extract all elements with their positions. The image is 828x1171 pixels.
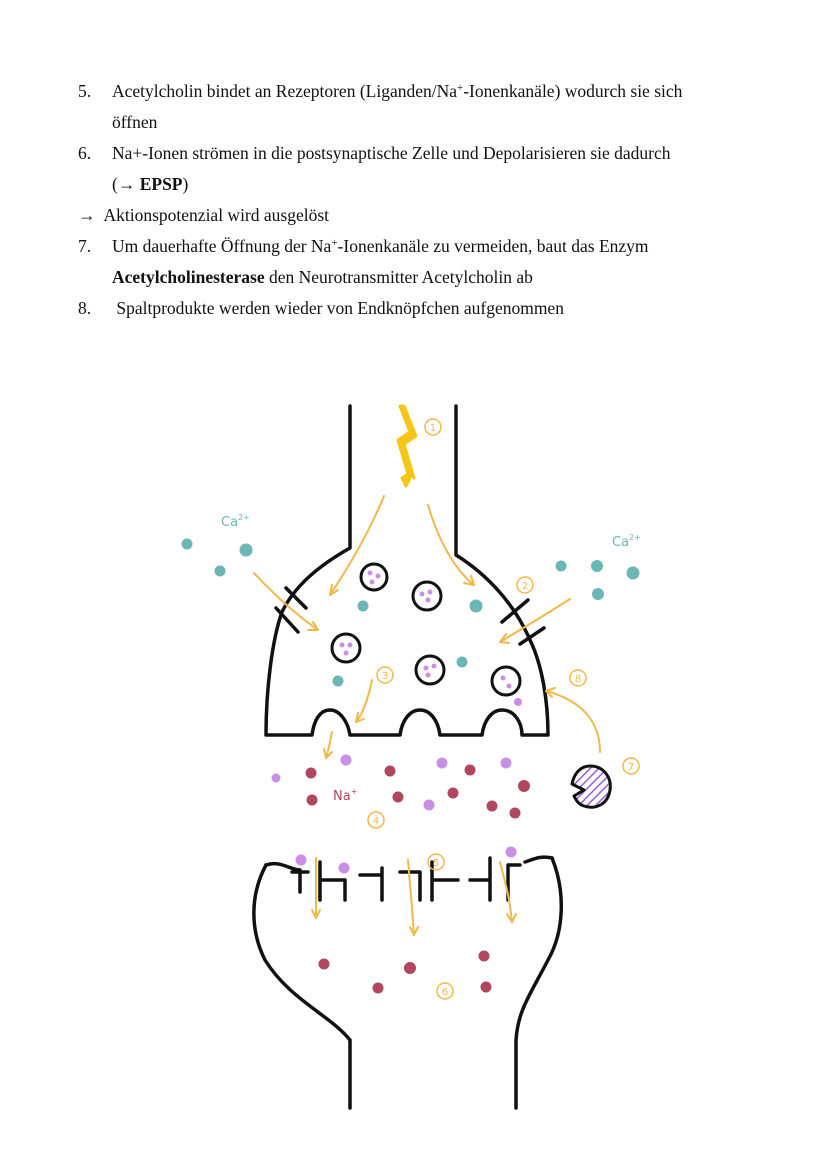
step-text: (→ (112, 174, 140, 194)
svg-text:Ca2+ (612, 533, 641, 550)
ca-sup-right: 2+ (629, 533, 641, 542)
step-number: 5. (78, 81, 92, 101)
superscript: + (457, 82, 464, 94)
na-label: Na (333, 789, 351, 804)
step-number: 6. (78, 143, 92, 163)
svg-text:Na+ (333, 787, 357, 804)
marker-4: 4 (372, 816, 380, 827)
marker-6: 6 (441, 987, 449, 998)
ca-sup-left: 2+ (238, 513, 250, 522)
step-text: Acetylcholin bindet an Rezeptoren (Liganden/Na (112, 81, 458, 101)
calcium-ions (182, 539, 640, 687)
superscript: + (331, 237, 338, 249)
step-text: -Ionenkanäle) wodurch sie sich (463, 81, 683, 101)
marker-2: 2 (521, 581, 529, 592)
marker-7: 7 (627, 762, 635, 773)
postsynaptic-membrane (254, 857, 561, 1108)
ion-labels (221, 513, 641, 804)
ca-label-left: Ca (221, 515, 239, 530)
arrow-symbol: → (78, 205, 96, 225)
marker-8: 8 (574, 674, 582, 685)
step-text: öffnen (112, 112, 158, 132)
step-text: den Neurotransmitter Acetylcholin ab (264, 267, 533, 287)
marker-1: 1 (429, 423, 437, 434)
lightning-icon (398, 406, 416, 486)
step-text: Na+-Ionen strömen in die postsynaptische Zelle und Depolarisieren sie dadurch (112, 143, 671, 163)
ca-label-right: Ca (612, 535, 630, 550)
step-text: Spaltprodukte werden wieder von Endknöpfchen aufgenommen (112, 298, 564, 318)
step-text: -Ionenkanäle zu vermeiden, baut das Enzym (337, 236, 649, 256)
step-text-bold: EPSP (139, 174, 183, 194)
step-text-bold: Acetylcholinesterase (112, 267, 265, 287)
na-sup: + (350, 787, 358, 796)
marker-3: 3 (381, 671, 389, 682)
svg-text:Ca2+ (221, 513, 250, 530)
step-number: 7. (78, 236, 92, 256)
enzyme-icon (572, 766, 610, 807)
step-text: Aktionspotenzial wird ausgelöst (103, 205, 330, 225)
marker-5: 5 (432, 858, 440, 869)
step-text: Um dauerhafte Öffnung der Na (112, 236, 332, 256)
step-number: 8. (78, 298, 92, 318)
step-text: ) (182, 174, 189, 194)
